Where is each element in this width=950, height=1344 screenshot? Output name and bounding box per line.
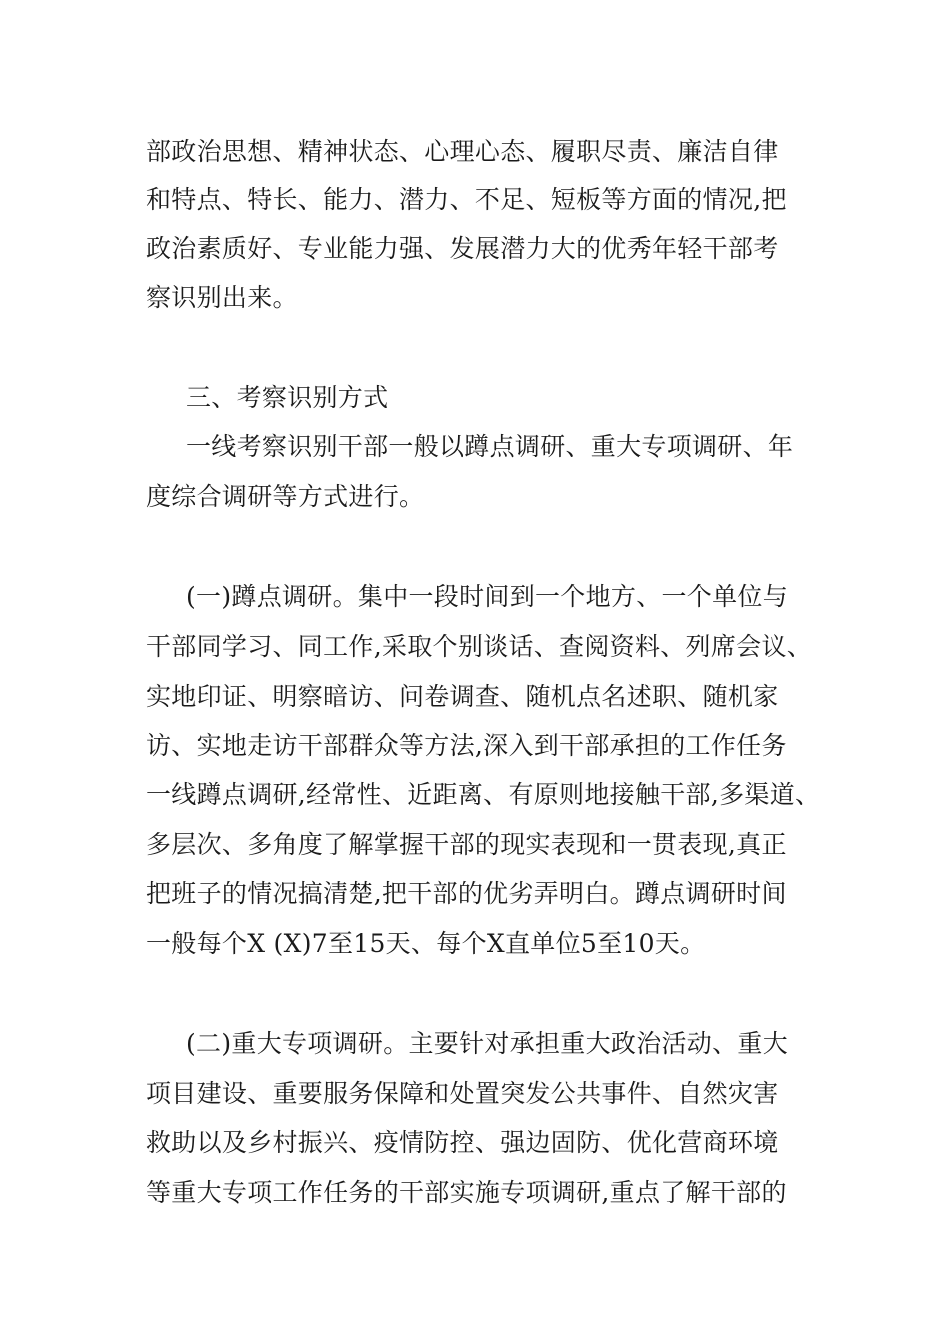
paragraph-line: 等重大专项工作任务的干部实施专项调研,重点了解干部的 [146, 1178, 787, 1207]
paragraph-line: 多层次、多角度了解掌握干部的现实表现和一贯表现,真正 [146, 830, 787, 859]
paragraph-line: 一线蹲点调研,经常性、近距离、有原则地接触干部,多渠道、 [146, 780, 821, 809]
paragraph-line: 部政治思想、精神状态、心理心态、履职尽责、廉洁自律 [146, 137, 779, 166]
paragraph-line: (一)蹲点调研。集中一段时间到一个地方、一个单位与 [186, 582, 789, 611]
paragraph-line: 度综合调研等方式进行。 [146, 482, 425, 511]
paragraph-line: 访、实地走访干部群众等方法,深入到干部承担的工作任务 [146, 731, 787, 760]
paragraph-line: 救助以及乡村振兴、疫情防控、强边固防、优化营商环境 [146, 1128, 779, 1157]
paragraph-line: 把班子的情况搞清楚,把干部的优劣弄明白。蹲点调研时间 [146, 879, 787, 908]
section-heading: 三、考察识别方式 [186, 383, 389, 412]
paragraph-line: 察识别出来。 [146, 283, 298, 312]
paragraph-line: 一线考察识别干部一般以蹲点调研、重大专项调研、年 [186, 432, 794, 461]
paragraph-line: 实地印证、明察暗访、问卷调查、随机点名述职、随机家 [146, 682, 779, 711]
paragraph-line: 项目建设、重要服务保障和处置突发公共事件、自然灾害 [146, 1079, 779, 1108]
paragraph-line: 干部同学习、同工作,采取个别谈话、查阅资料、列席会议、 [146, 632, 813, 661]
paragraph-line: 一般每个X (X)7至15天、每个X直单位5至10天。 [146, 929, 706, 958]
paragraph-line: 政治素质好、专业能力强、发展潜力大的优秀年轻干部考 [146, 234, 779, 263]
paragraph-line: 和特点、特长、能力、潜力、不足、短板等方面的情况,把 [146, 185, 787, 214]
paragraph-line: (二)重大专项调研。主要针对承担重大政治活动、重大 [186, 1029, 789, 1058]
